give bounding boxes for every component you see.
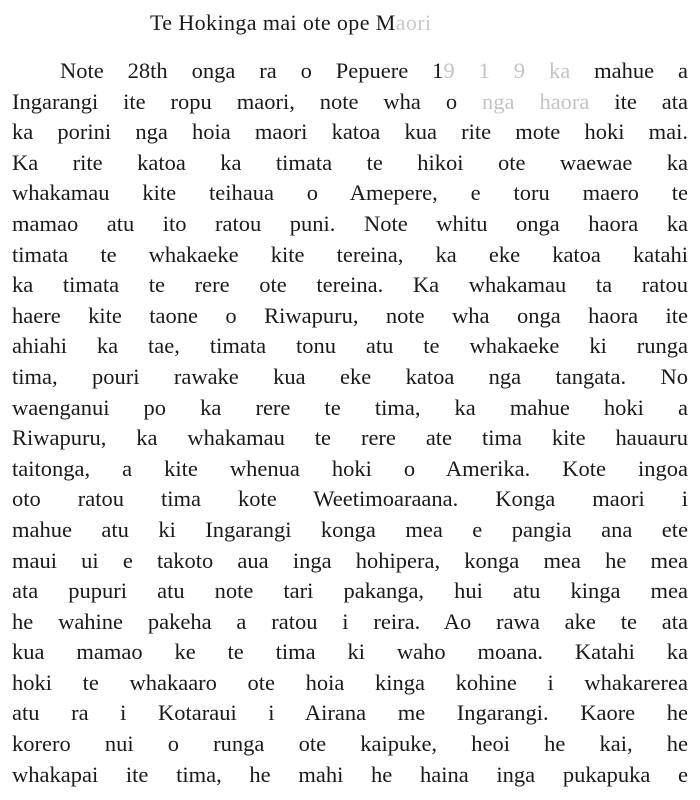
text-line	[12, 454, 688, 485]
text-fragment: Riwapuru, ka whakamau te rere ate tima kite hauauru	[12, 425, 688, 451]
text-fragment: tima, pouri rawake kua eke katoa nga tangata. No	[12, 363, 688, 389]
text-line	[12, 607, 688, 638]
text-fragment: waenganui po ka rere te tima, ka mahue hoki a	[12, 394, 688, 420]
text-line	[12, 56, 688, 87]
text-fragment-faded: 9 1 9 ka	[443, 58, 595, 83]
text-fragment: hoki te whakaaro ote hoia kinga kohine i whakarerea	[12, 669, 688, 695]
title-text-faded: aori	[395, 10, 432, 35]
text-fragment: Ingarangi ite ropu maori, note wha o	[12, 88, 483, 114]
text-fragment: maui ui e takoto aua inga hohipera, konga mea he mea	[12, 547, 688, 573]
text-fragment: taitonga, a kite whenua hoki o Amerika. Kote ingoa	[12, 455, 688, 481]
text-fragment: ka timata te rere ote tereina. Ka whakamau ta ratou	[12, 272, 688, 298]
text-fragment: mahue a	[594, 58, 688, 83]
text-line	[12, 87, 688, 118]
text-fragment: ata pupuri atu note tari pakanga, hui atu kinga mea	[12, 578, 688, 604]
text-fragment: timata te whakaeke kite tereina, ka eke katoa katahi	[12, 241, 688, 267]
text-line	[12, 148, 688, 179]
text-fragment: mamao atu ito ratou puni. Note whitu onga haora ka	[12, 210, 688, 236]
text-fragment: whakamau kite teihaua o Amepere, e toru maero te	[12, 180, 688, 206]
text-fragment: haere kite taone o Riwapuru, note wha onga haora ite	[12, 302, 688, 328]
text-line	[12, 423, 688, 454]
text-line	[12, 270, 688, 301]
text-line	[12, 637, 688, 668]
text-fragment: oto ratou tima kote Weetimoaraana. Konga maori i	[12, 486, 688, 512]
text-fragment: ahiahi ka tae, timata tonu atu te whakaeke ki runga	[12, 333, 688, 359]
text-fragment: whakapai ite tima, he mahi he haina inga pukapuka e	[12, 761, 688, 787]
text-line	[12, 117, 688, 148]
text-line	[12, 515, 688, 546]
text-fragment: ka porini nga hoia maori katoa kua rite mote hoki mai.	[12, 119, 688, 145]
text-line	[12, 331, 688, 362]
text-fragment: kua mamao ke te tima ki waho moana. Katahi ka	[12, 639, 688, 665]
text-line	[12, 729, 688, 760]
text-line	[12, 546, 688, 577]
text-fragment: Ka rite katoa ka timata te hikoi ote waewae ka	[12, 149, 688, 175]
text-fragment: he wahine pakeha a ratou i reira. Ao rawa ake te ata	[12, 608, 688, 634]
text-line	[12, 668, 688, 699]
text-line	[12, 301, 688, 332]
text-line	[12, 240, 688, 271]
text-line	[12, 484, 688, 515]
text-fragment: Note 28th onga ra o Pepuere 1	[60, 58, 444, 83]
text-line	[12, 698, 688, 729]
text-line	[12, 362, 688, 393]
text-fragment: atu ra i Kotaraui i Airana me Ingarangi. Kaore he	[12, 700, 688, 726]
text-line	[12, 393, 688, 424]
title-text: Te Hokinga mai ote ope M	[150, 10, 396, 35]
text-fragment: mahue atu ki Ingarangi konga mea e pangia ana ete	[12, 516, 688, 542]
text-line	[12, 760, 688, 791]
text-fragment-faded: nga haora	[482, 88, 590, 114]
text-fragment: ite ata	[589, 88, 688, 114]
text-fragment: korero nui o runga ote kaipuke, heoi he kai, he	[12, 731, 688, 757]
text-line	[12, 209, 688, 240]
body-text	[12, 56, 688, 790]
page-title	[12, 8, 688, 38]
text-line	[12, 576, 688, 607]
text-line	[12, 178, 688, 209]
